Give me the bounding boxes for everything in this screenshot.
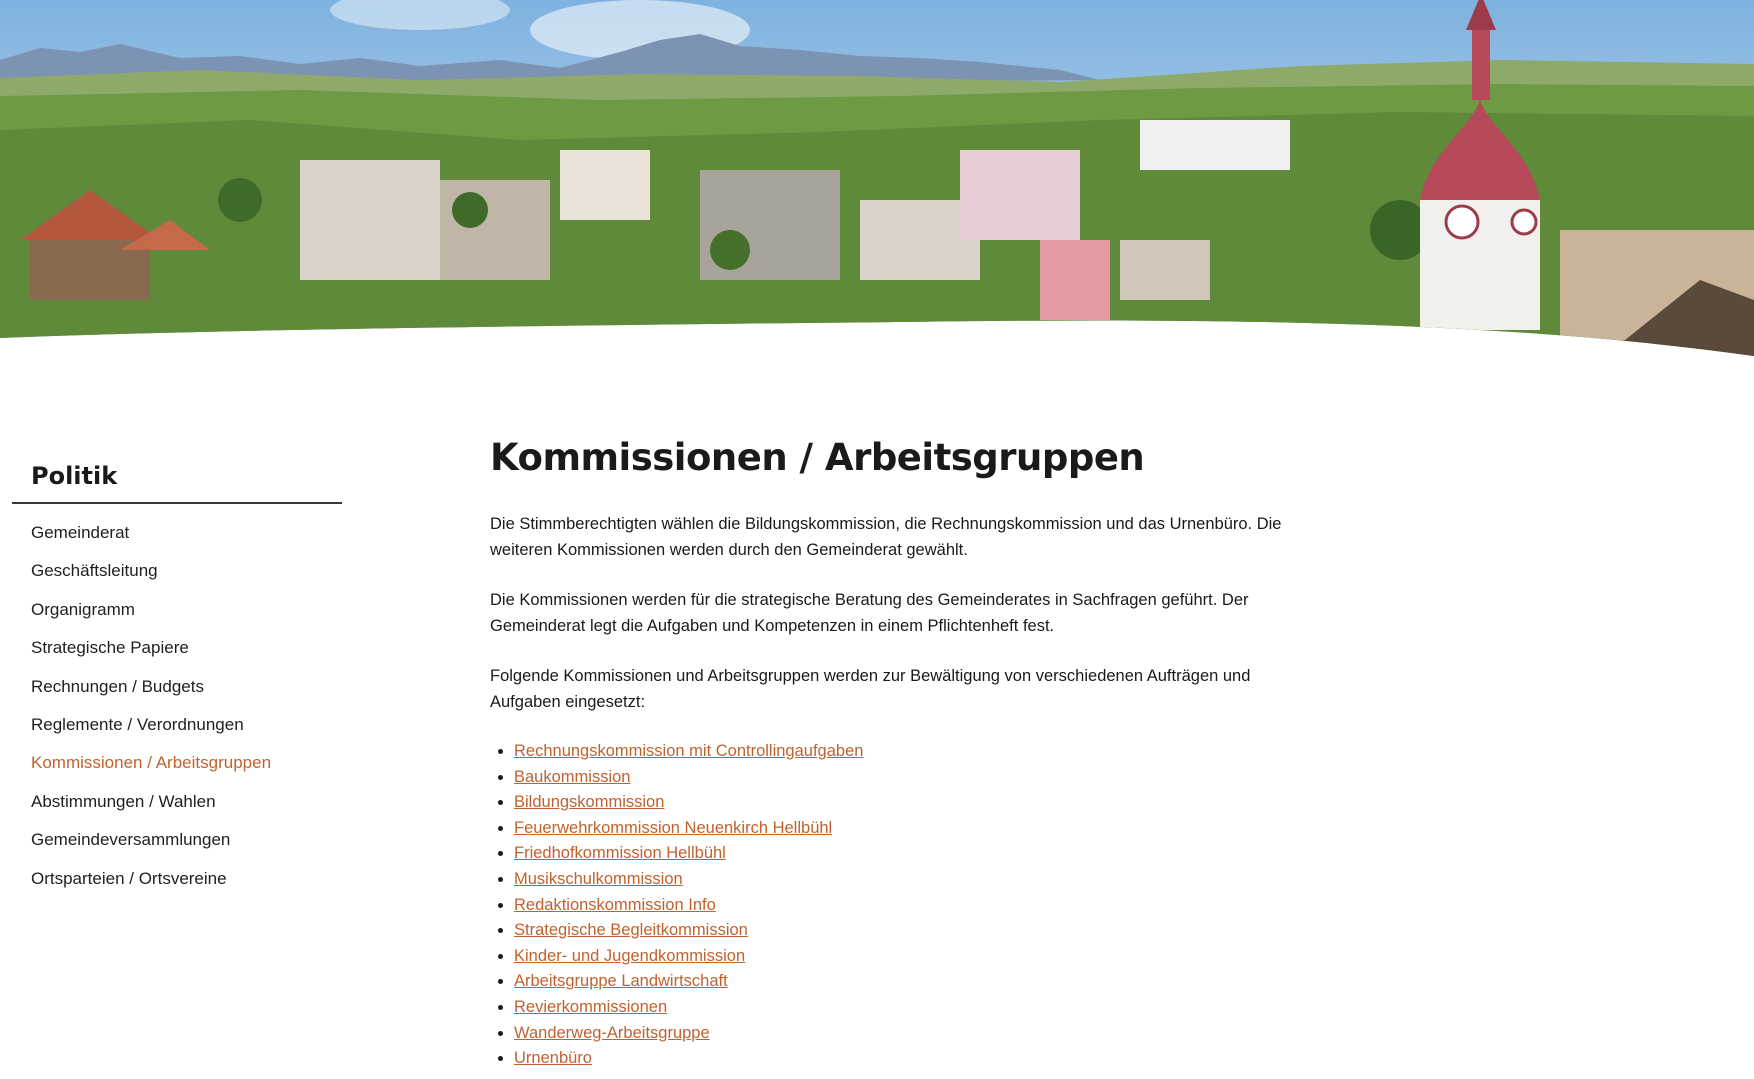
link-urnenbuero[interactable]: Urnenbüro [514,1049,592,1068]
hero-banner [0,0,1754,360]
sidebar-item-geschaeftsleitung[interactable]: Geschäftsleitung [31,561,158,581]
sidebar-menu [12,504,342,902]
sidebar-title: Politik [12,456,342,504]
link-arbeitsgruppe-landwirtschaft[interactable]: Arbeitsgruppe Landwirtschaft [514,972,728,991]
sidebar-item-abstimmungen-wahlen[interactable]: Abstimmungen / Wahlen [31,791,216,811]
link-strategische-begleitkommission[interactable]: Strategische Begleitkommission [514,921,748,940]
list-item [514,893,1310,919]
sidebar-item-reglemente-verordnungen[interactable]: Reglemente / Verordnungen [31,714,244,734]
sidebar-item-strategische-papiere[interactable]: Strategische Papiere [31,638,189,658]
commission-list [490,739,1310,1072]
link-rechnungskommission[interactable]: Rechnungskommission mit Controllingaufgaben [514,742,864,760]
list-item [514,1046,1310,1072]
list-item [514,969,1310,995]
sidebar-item-organigramm[interactable]: Organigramm [31,599,135,619]
link-feuerwehrkommission[interactable]: Feuerwehrkommission Neuenkirch Hellbühl [514,818,833,837]
sidebar-item-kommissionen-arbeitsgruppen[interactable]: Kommissionen / Arbeitsgruppen [31,753,272,773]
list-item [514,867,1310,893]
list-item [514,995,1310,1021]
description-paragraph: Die Kommissionen werden für die strategische Beratung des Gemeinderates in Sachfragen geführt. Der Gemeinderat legt die Aufgaben und Kompetenzen in einem Pflichtenheft fest. [490,591,1249,635]
link-bildungskommission[interactable]: Bildungskommission [514,793,665,812]
main-content [490,436,1310,1072]
sidebar-nav [12,456,342,902]
list-item [514,739,1310,765]
village-panorama-image [0,0,1754,360]
intro-paragraph: Die Stimmberechtigten wählen die Bildungskommission, die Rechnungskommission und das Urnenbüro. Die weiteren Kommissionen werden durch den Gemeinderat gewählt. [490,515,1282,559]
sidebar-item-ortsparteien-ortsvereine[interactable]: Ortsparteien / Ortsvereine [31,868,227,888]
list-item [514,918,1310,944]
sidebar-item-rechnungen-budgets[interactable]: Rechnungen / Budgets [31,676,204,696]
link-revierkommissionen[interactable]: Revierkommissionen [514,997,668,1016]
link-baukommission[interactable]: Baukommission [514,767,631,786]
list-item [514,1021,1310,1047]
list-item [514,765,1310,791]
sidebar-item-gemeindeversammlungen[interactable]: Gemeindeversammlungen [31,830,231,850]
link-wanderweg-arbeitsgruppe[interactable]: Wanderweg-Arbeitsgruppe [514,1023,710,1042]
sidebar-item-gemeinderat[interactable]: Gemeinderat [31,523,130,542]
link-kinder-jugendkommission[interactable]: Kinder- und Jugendkommission [514,946,746,965]
list-item [514,790,1310,816]
list-intro-paragraph: Folgende Kommissionen und Arbeitsgruppen werden zur Bewältigung von verschiedenen Aufträgen und Aufgaben eingesetzt: [490,667,1251,711]
list-item [514,816,1310,842]
page-title: Kommissionen / Arbeitsgruppen [490,436,1145,479]
link-redaktionskommission[interactable]: Redaktionskommission Info [514,895,716,914]
link-friedhofkommission[interactable]: Friedhofkommission Hellbühl [514,844,726,863]
link-musikschulkommission[interactable]: Musikschulkommission [514,869,683,888]
list-item [514,841,1310,867]
list-item [514,944,1310,970]
